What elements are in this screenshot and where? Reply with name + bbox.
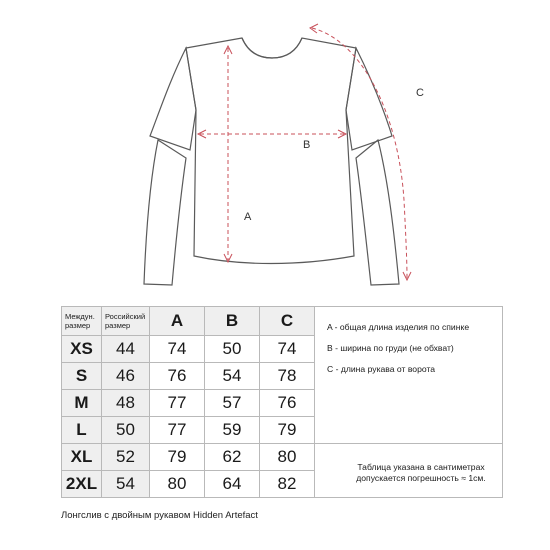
cell-a: 74 [150,336,205,363]
cell-a: 77 [150,417,205,444]
header-c: C [260,307,315,336]
header-intl-size: Междун. размер [62,307,102,336]
cell-ru: 50 [102,417,150,444]
cell-c: 78 [260,363,315,390]
cell-a: 79 [150,444,205,471]
cell-ru: 54 [102,471,150,498]
measure-c [310,24,411,280]
table-header-row [62,307,503,336]
header-ru-size: Российский размер [102,307,150,336]
right-long-sleeve [356,140,399,285]
cell-ru: 46 [102,363,150,390]
cell-ru: 48 [102,390,150,417]
cell-b: 64 [205,471,260,498]
cell-c: 82 [260,471,315,498]
cell-intl: S [62,363,102,390]
header-b: B [205,307,260,336]
legend [315,307,503,444]
measure-a [224,46,232,262]
cell-b: 59 [205,417,260,444]
cell-b: 50 [205,336,260,363]
units-note: Таблица указана в сантиметрах допускается погрешность ≈ 1см. [356,462,486,483]
cell-intl: L [62,417,102,444]
cell-b: 62 [205,444,260,471]
cell-a: 76 [150,363,205,390]
cell-c: 74 [260,336,315,363]
cell-a: 80 [150,471,205,498]
cell-ru: 44 [102,336,150,363]
cell-c: 76 [260,390,315,417]
legend-a: A - общая длина изделия по спинке [327,322,470,332]
cell-intl: XL [62,444,102,471]
left-short-sleeve [150,48,196,150]
cell-a: 77 [150,390,205,417]
legend-c: C - длина рукава от ворота [327,364,436,374]
garment-body [186,38,356,264]
cell-c: 80 [260,444,315,471]
cell-b: 54 [205,363,260,390]
cell-intl: 2XL [62,471,102,498]
measure-b [198,130,346,138]
right-short-sleeve [346,48,392,150]
cell-ru: 52 [102,444,150,471]
product-caption: Лонгслив с двойным рукавом Hidden Artefact [61,510,258,521]
left-long-sleeve [144,140,186,285]
cell-intl: M [62,390,102,417]
label-c: C [416,87,424,99]
legend-b: B - ширина по груди (не обхват) [327,343,454,353]
cell-intl: XS [62,336,102,363]
label-a: A [244,211,252,223]
label-b: B [303,139,311,151]
collar [242,38,302,58]
cell-c: 79 [260,417,315,444]
cell-b: 57 [205,390,260,417]
header-a: A [150,307,205,336]
